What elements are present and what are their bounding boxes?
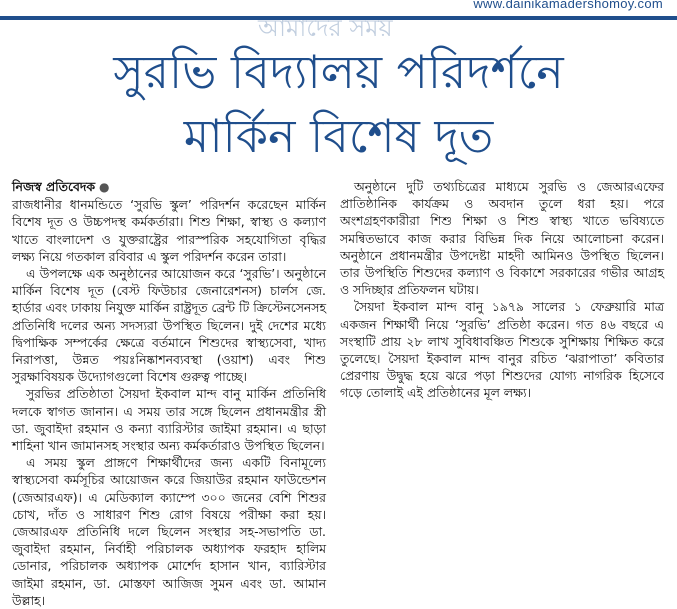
article-column-left [12, 178, 326, 609]
headline [0, 40, 677, 168]
bullet-icon: ● [98, 180, 110, 194]
headline-line-1: সুরভি বিদ্যালয় পরিদর্শনে [113, 45, 564, 99]
watermark: আমাদের সময় [258, 14, 393, 42]
byline-row [12, 178, 326, 196]
site-url: www.dainikamadershomoy.com [473, 0, 663, 11]
paragraph: সৈয়দা ইকবাল মান্দ বানু ১৯৭৯ সালের ১ ফেব্রুয়ারি মাত্র একজন শিক্ষার্থী নিয়ে ‘সুরভি’ প্রতিষ্ঠা করেন। গত ৪৬ বছরে এ সংস্থাটি প্রায় ২৮ লাখ সুবিধাবঞ্চিত শিশুকে সুশিক্ষায় শিক্ষিত করে তুলেছে। সৈয়দা ইকবাল মান্দ বানুর রচিত ‘ঝরাপাতা’ কবিতার প্রেরণায় উদ্বুদ্ধ হয়ে ঝরে পড়া শিশুদের যোগ্য নাগরিক হিসেবে গড়ে তোলাই এই প্রতিষ্ঠানের মূল লক্ষ্য। [340, 299, 664, 401]
paragraph: রাজধানীর ধানমন্ডিতে ‘সুরভি স্কুল’ পরিদর্শন করেছেন মার্কিন বিশেষ দূত ও উচ্চপদস্থ কর্মকর্তারা। শিশু শিক্ষা, স্বাস্থ্য ও কল্যাণ খাতে বাংলাদেশ ও যুক্তরাষ্ট্রের পারস্পরিক সহযোগিতা বৃদ্ধির লক্ষ্য নিয়ে গতকাল রবিবার এ স্কুল পরিদর্শন করেন তারা। [12, 197, 326, 264]
paragraph: অনুষ্ঠানে দুটি তথ্যচিত্রের মাধ্যমে সুরভি ও জেআরএফের প্রাতিষ্ঠানিক কার্যক্রম ও অবদান তুলে ধরা হয়। পরে অংশগ্রহণকারীরা শিশু শিক্ষা ও শিশু স্বাস্থ্য খাতে ভবিষ্যতে সমন্বিতভাবে কাজ করার বিভিন্ন দিক নিয়ে আলোচনা করেন। অনুষ্ঠানে প্রধানমন্ত্রীর উপদেষ্টা মাহদী আমিনও উপস্থিত ছিলেন। তার উপস্থিতি শিশুদের কল্যাণ ও বিকাশে সরকারের গভীর আগ্রহ ও সদিচ্ছার প্রতিফলন ঘটায়। [340, 179, 664, 298]
article-column-right [340, 178, 664, 402]
paragraph: এ উপলক্ষে এক অনুষ্ঠানের আয়োজন করে ‘সুরভি’। অনুষ্ঠানে মার্কিন বিশেষ দূত (বেস্ট ফিউচার জেনারেশনস) চার্লস জে. হার্ডার এবং ঢাকায় নিযুক্ত মার্কিন রাষ্ট্রদূত ব্রেন্ট টি ক্রিস্টেনসেনসহ প্রতিনিধি দলের অন্য সদস্যরা উপস্থিত ছিলেন। দুই দেশের মধ্যে দ্বিপাক্ষিক সম্পর্কের ক্ষেত্রে বর্তমানে শিশুদের স্বাস্থ্যসেবা, খাদ্য নিরাপত্তা, উন্নত পয়ঃনিষ্কাশনব্যবস্থা (ওয়াশ) এবং শিশু সুরক্ষাবিষয়ক উদ্যোগগুলো বিশেষ গুরুত্ব পাচ্ছে। [12, 266, 326, 385]
paragraph: এ সময় স্কুল প্রাঙ্গণে শিক্ষার্থীদের জন্য একটি বিনামূল্যে স্বাস্থ্যসেবা কর্মসূচির আয়োজন করে জিয়াউর রহমান ফাউন্ডেশন (জেআরএফ)। এ মেডিক্যাল ক্যাম্পে ৩০০ জনের বেশি শিশুর চোখ, দাঁত ও সাধারণ শিশু রোগ বিষয়ে পরীক্ষা করা হয়। জেআরএফ প্রতিনিধি দলে ছিলেন সংস্থার সহ-সভাপতি ডা. জুবাইদা রহমান, নির্বাহী পরিচালক অধ্যাপক ফরহাদ হালিম ডোনার, পরিচালক অধ্যাপক মোর্শেদ হাসান খান, ব্যারিস্টার জাইমা রহমান, ডা. মোস্তফা আজিজ সুমন এবং ডা. আমান উল্লাহ। [12, 455, 326, 608]
paragraph: সুরভির প্রতিষ্ঠাতা সৈয়দা ইকবাল মান্দ বানু মার্কিন প্রতিনিধি দলকে স্বাগত জানান। এ সময় তার সঙ্গে ছিলেন প্রধানমন্ত্রীর স্ত্রী ডা. জুবাইদা রহমান ও কন্যা ব্যারিস্টার জাইমা রহমান। এ ছাড়া শাহিনা খান জামানসহ সংস্থার অন্য কর্মকর্তারাও উপস্থিত ছিলেন। [12, 386, 326, 454]
headline-line-2: মার্কিন বিশেষ দূত [183, 109, 494, 163]
byline: নিজস্ব প্রতিবেদক [12, 179, 96, 194]
